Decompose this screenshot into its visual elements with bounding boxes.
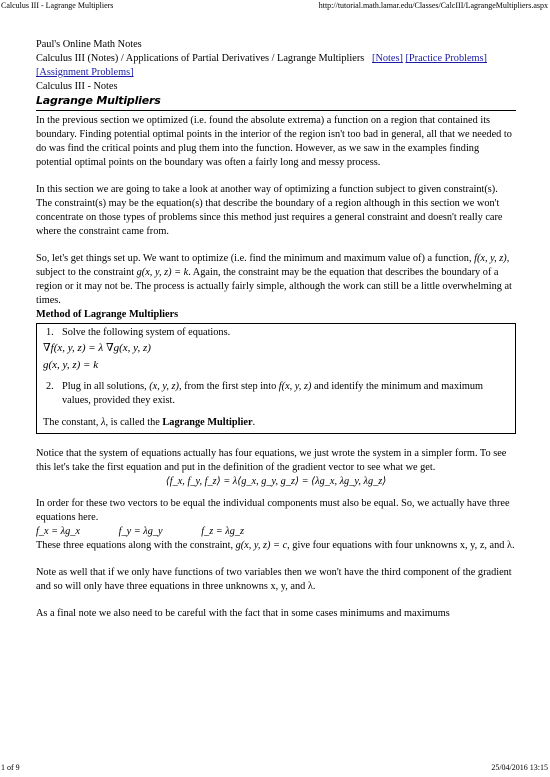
page-title: Lagrange Multipliers [36,94,161,107]
equation-fz: f_z = λg_z [201,526,245,537]
equation-constraint: g(x, y, z) = k [43,359,99,371]
paragraph-1: In the previous section we optimized (i.e. found the absolute extrema) a function on a region that contained its boundary. Finding potential optimal points in the interior of the region isn't too bad in general, all that we needed to do was find the critical points and plug them into the function. However, as we saw in the examples finding potential optimal points on the boundary was often a fairly long and messy process. [36,115,512,168]
math-f: f(x, y, z) [474,253,507,264]
site-name: Paul's Online Math Notes [36,39,142,50]
method-step-2: 2. Plug in all solutions, (x, y, z), from the first step into f(x, y, z) and identify the minimum and maximum values, provided they exist. [46,381,483,406]
equation-fx: f_x = λg_x [36,526,81,537]
pdf-header [0,0,550,14]
equation-gradient: ∇f(x, y, z) = λ ∇g(x, y, z) [43,342,151,354]
print-datetime: 25/04/2016 13:15 [491,763,548,772]
section-label: Calculus III - Notes [36,81,118,92]
paragraph-7: Note as well that if we only have functions of two variables then we won't have the third component of the gradient and so will only have three equations in three unknowns x, y, and λ. [36,567,512,592]
equation-fy: f_y = λg_y [118,526,163,537]
notes-link[interactable]: [Notes] [372,53,403,64]
lagrange-multiplier-note: The constant, λ, is called the Lagrange Multiplier. [43,417,256,428]
method-step-1: 1. Solve the following system of equations. [46,327,231,338]
paragraph-5: In order for these two vectors to be equal the individual components must also be equal. So, we actually have three equations here. [36,498,510,523]
practice-problems-link[interactable]: [Practice Problems] [405,53,487,64]
paragraph-3: So, let's get things set up. We want to optimize (i.e. find the minimum and maximum value of) a function, f(x, y, z), subject to the constraint g(x, y, z) = k. Again, the constraint may be the equation that describes the boundary of a region or it may not be. The process is actually fairly simple, although the work can still be a little overwhelming at times. [36,253,512,306]
pdf-header-url: http://tutorial.math.lamar.edu/Classes/CalcIII/LagrangeMultipliers.aspx [318,1,548,10]
pdf-footer [0,762,550,774]
method-box [36,323,516,434]
assignment-problems-link[interactable]: [Assignment Problems] [36,67,134,78]
paragraph-6: These three equations along with the constraint, g(x, y, z) = c, give four equations with four unknowns x, y, z, and λ. [36,540,515,551]
title-divider [36,110,516,111]
component-equations [36,525,516,539]
paragraph-4: Notice that the system of equations actually has four equations, we just wrote the system in a simpler form. To see this let's take the first equation and put in the definition of the gradient vector to see what we get. [36,448,507,473]
page-number: 1 of 9 [1,763,20,772]
math-constraint: g(x, y, z) = k [136,267,189,278]
paragraph-8: As a final note we also need to be careful with the fact that in some cases minimums and maximums [36,608,450,619]
equation-gradient-components: ⟨f_x, f_y, f_z⟩ = λ⟨g_x, g_y, g_z⟩ = ⟨λg_x, λg_y, λg_z⟩ [165,476,387,487]
page-content [36,38,516,621]
breadcrumb [36,52,516,80]
method-box-title: Method of Lagrange Multipliers [36,309,179,320]
paragraph-2: In this section we are going to take a look at another way of optimizing a function subject to given constraint(s). The constraint(s) may be the equation(s) that describe the boundary of a region although in this section we won't concentrate on those types of problems since this method just requires a general constraint and doesn't really care where the constraint came from. [36,184,503,237]
breadcrumb-path: Calculus III (Notes) / Applications of Partial Derivatives / Lagrange Multipliers [36,53,365,64]
pdf-header-title: Calculus III - Lagrange Multipliers [1,1,114,10]
